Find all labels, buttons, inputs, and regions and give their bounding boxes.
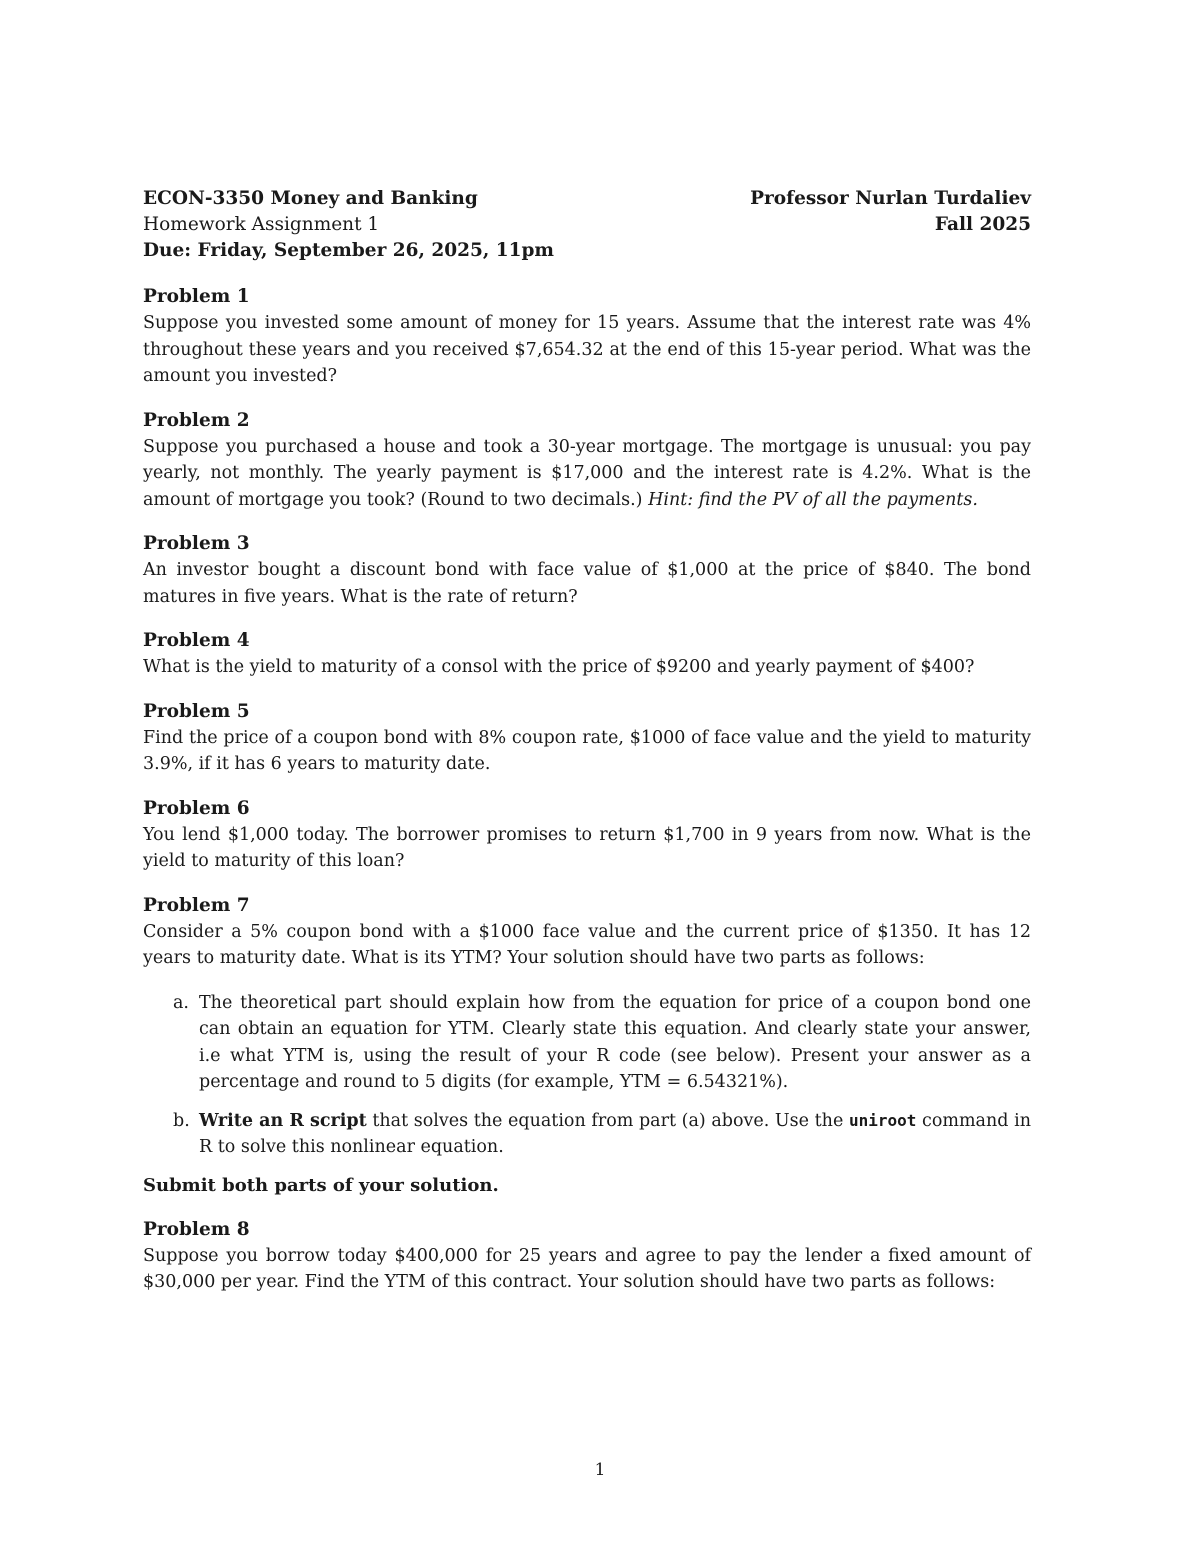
header-right	[750, 186, 1031, 238]
problem-5	[143, 699, 1031, 778]
problem-text: Consider a 5% coupon bond with a $1000 face value and the current price of $1350. It has 12 years to maturity date. What is its YTM? Your solution should have two parts as follows:	[143, 921, 1031, 968]
problem-7-parts	[173, 990, 1031, 1161]
problem-7-part-a	[173, 990, 1031, 1096]
problem-7-part-b	[173, 1108, 1031, 1161]
professor-name: Professor Nurlan Turdaliev	[750, 188, 1031, 209]
problem-text: Find the price of a coupon bond with 8% coupon rate, $1000 of face value and the yield to maturity 3.9%, if it has 6 years to maturity date.	[143, 727, 1031, 774]
problem-8	[143, 1217, 1031, 1296]
part-marker: b.	[173, 1110, 190, 1131]
part-marker: a.	[173, 992, 189, 1013]
problem-2-hint: Hint: find the PV of all the payments.	[648, 489, 978, 510]
problem-title: Problem 2	[143, 409, 250, 431]
problem-4	[143, 628, 1031, 681]
assignment-title: Homework Assignment 1	[143, 214, 380, 235]
problem-title: Problem 7	[143, 894, 250, 916]
part-b-text-before: that solves the equation from part (a) above. Use the	[372, 1110, 844, 1131]
problem-title: Problem 5	[143, 700, 250, 722]
problem-7	[143, 893, 1031, 1199]
problem-text: What is the yield to maturity of a consol with the price of $9200 and yearly payment of $400?	[143, 657, 975, 677]
term: Fall 2025	[934, 214, 1031, 235]
problem-title: Problem 6	[143, 797, 250, 819]
part-b-bold: Write an R script	[199, 1110, 367, 1131]
problem-text: Suppose you borrow today $400,000 for 25 years and agree to pay the lender a fixed amount of $30,000 per year. Find the YTM of this contract. Your solution should have two parts as follows:	[143, 1245, 1031, 1292]
part-b-text-after: command in R to solve this nonlinear equation.	[199, 1110, 1031, 1157]
document-header	[143, 186, 1031, 264]
header-left	[143, 186, 554, 264]
problem-2-body: Suppose you purchased a house and took a 30-year mortgage. The mortgage is unusual: you pay yearly, not monthly. The yearly payment is $17,000 and the interest rate is 4.2%. What is the amount of mortgage you took? (Round to two decimals.)	[143, 436, 1031, 510]
document-page	[143, 186, 1031, 1296]
problem-title: Problem 1	[143, 286, 250, 307]
problem-1	[143, 284, 1031, 390]
page-number: 1	[594, 1460, 606, 1480]
problem-2	[143, 408, 1031, 514]
course-title: ECON-3350 Money and Banking	[143, 188, 478, 209]
problem-text: You lend $1,000 today. The borrower promises to return $1,700 in 9 years from now. What is the yield to maturity of this loan?	[143, 824, 1031, 871]
problem-text: An investor bought a discount bond with face value of $1,000 at the price of $840. The bond matures in five years. What is the rate of return?	[143, 560, 1031, 607]
part-a-text: The theoretical part should explain how from the equation for price of a coupon bond one can obtain an equation for YTM. Clearly state this equation. And clearly state your answer, i.e what YTM is, using the result of your R code (see below). Present your answer as a percentage and round to 5 digits (for example, YTM = 6.54321%).	[199, 992, 1031, 1092]
problem-text	[143, 434, 1031, 514]
problem-3	[143, 531, 1031, 610]
problem-title: Problem 3	[143, 533, 250, 554]
submit-note: Submit both parts of your solution.	[143, 1174, 499, 1196]
problem-text: Suppose you invested some amount of money for 15 years. Assume that the interest rate was 4% throughout these years and you received $7,654.32 at the end of this 15-year period. What was the amount you invested?	[143, 313, 1031, 386]
problem-title: Problem 8	[143, 1218, 250, 1240]
due-date: Due: Friday, September 26, 2025, 11pm	[143, 240, 555, 261]
problem-6	[143, 796, 1031, 875]
code-uniroot: uniroot	[848, 1110, 917, 1130]
problem-title: Problem 4	[143, 630, 250, 651]
part-b-text	[199, 1108, 1031, 1161]
